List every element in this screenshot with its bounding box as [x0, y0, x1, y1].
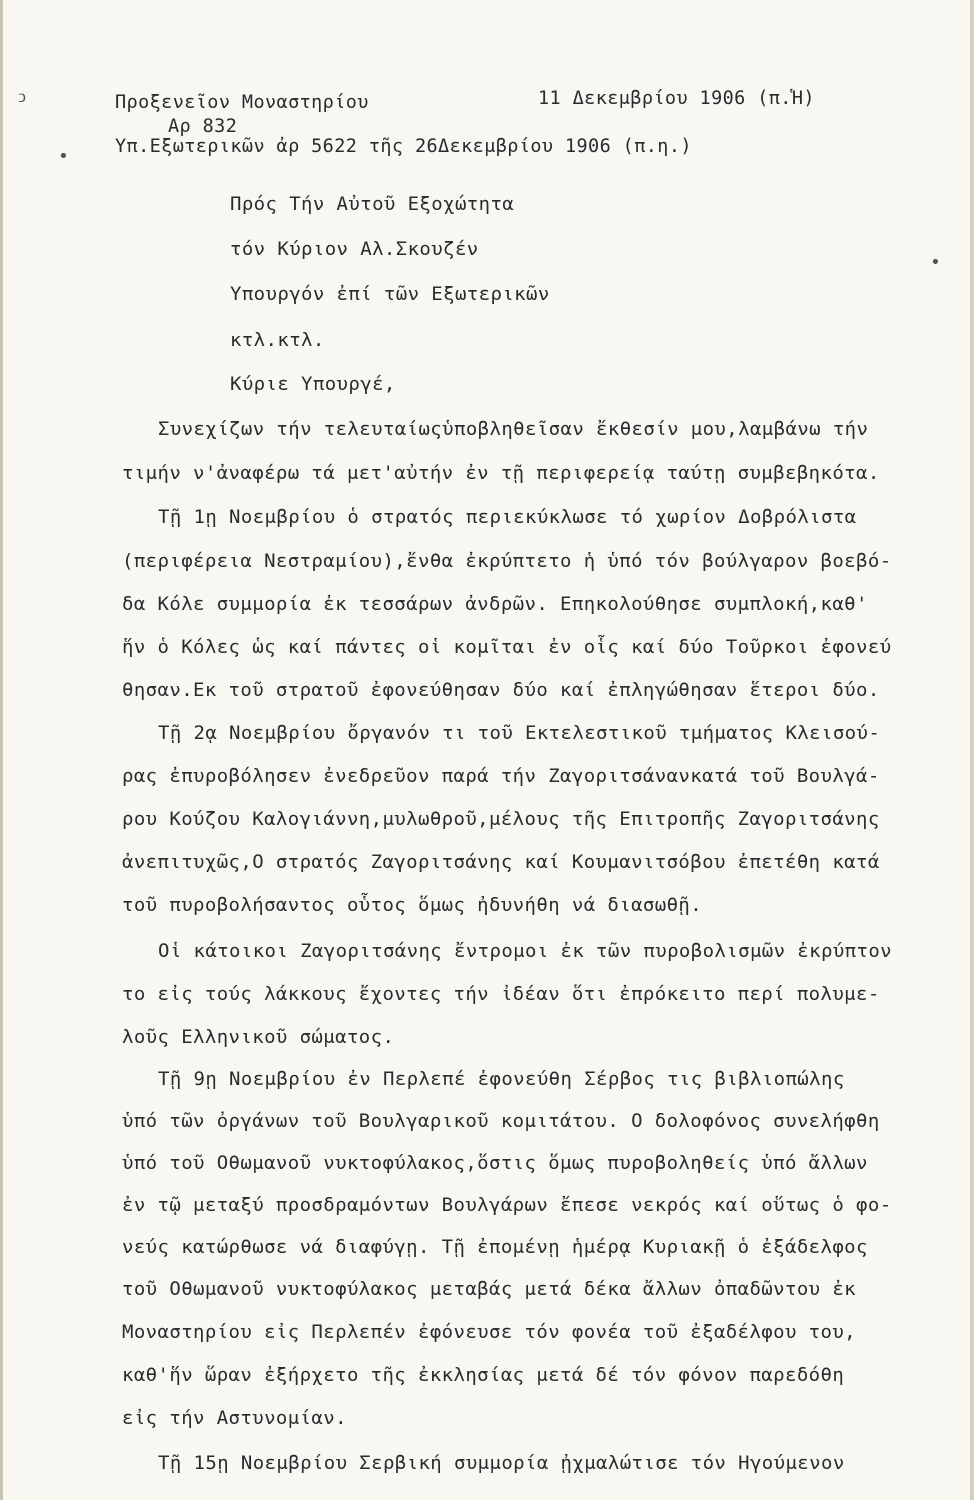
body-line: ὑπό τῶν ὀργάνων τοῦ Βουλγαρικοῦ κομιτάτου. Ο δολοφόνος συνελήφθη [122, 1110, 880, 1132]
consulate-name: Προξενεῖον Μοναστηρίου [115, 92, 369, 113]
body-line: (περιφέρεια Νεστραμίου),ἔνθα ἐκρύπτετο ἡ ὑπό τόν βούλγαρον βοεβό- [122, 550, 892, 572]
address-line: κτλ.κτλ. [230, 329, 325, 351]
address-line: τόν Κύριον Αλ.Σκουζέν [230, 238, 479, 260]
body-line: τιμήν ν'ἀναφέρω τά μετ'αὐτήν ἐν τῇ περιφερείᾳ ταύτῃ συμβεβηκότα. [122, 462, 880, 484]
body-line: λοῦς Ελληνικοῦ σώματος. [122, 1026, 395, 1048]
body-line: ἥν ὁ Κόλες ὡς καί πάντες οἱ κομῖται ἐν οἷς καί δύο Τοῦρκοι ἐφονεύ [122, 636, 892, 658]
body-line: Τῇ 9ῃ Νοεμβρίου ἐν Περλεπέ ἐφονεύθη Σέρβος τις βιβλιοπώλης [158, 1068, 845, 1090]
page-edge-right [970, 0, 974, 1500]
body-line: το εἰς τούς λάκκους ἔχοντες τήν ἰδέαν ὅτι ἐπρόκειτο περί πολυμε- [122, 983, 880, 1005]
margin-mark: ↄ [18, 86, 26, 107]
body-line: καθ'ἥν ὥραν ἐξήρχετο τῆς ἐκκλησίας μετά δέ τόν φόνον παρεδόθη [122, 1364, 845, 1386]
body-line: Τῇ 1ῃ Νοεμβρίου ὁ στρατός περιεκύκλωσε τό χωρίον Δοβρόλιστα [158, 506, 857, 528]
address-line: Πρός Τήν Αὐτοῦ Εξοχώτητα [230, 193, 515, 215]
body-line: τοῦ Οθωμανοῦ νυκτοφύλακος μεταβάς μετά δέκα ἄλλων ὀπαδῶντου ἐκ [122, 1278, 857, 1300]
body-line: Συνεχίζων τήν τελευταίωςὑποβληθεῖσαν ἔκθεσίν μου,λαμβάνω τήν [158, 418, 869, 440]
body-line: ἀνεπιτυχῶς,Ο στρατός Ζαγοριτσάνης καί Κουμανιτσόβου ἐπετέθη κατά [122, 851, 880, 873]
ministry-reference: Υπ.Εξωτερικῶν ἀρ 5622 τῆς 26Δεκεμβρίου 1906 (π.η.) [115, 136, 692, 157]
address-line: Υπουργόν ἐπί τῶν Εξωτερικῶν [230, 283, 550, 305]
body-line: ρου Κούζου Καλογιάννη,μυλωθροῦ,μέλους τῆς Επιτροπῆς Ζαγοριτσάνης [122, 808, 880, 830]
body-line: τοῦ πυροβολήσαντος οὗτος ὅμως ἠδυνήθη νά διασωθῇ. [122, 894, 703, 916]
body-line: θησαν.Εκ τοῦ στρατοῦ ἐφονεύθησαν δύο καί ἐπληγώθησαν ἕτεροι δύο. [122, 679, 880, 701]
salutation: Κύριε Υπουργέ, [230, 373, 396, 395]
body-line: Μοναστηρίου εἰς Περλεπέν ἐφόνευσε τόν φονέα τοῦ ἐξαδέλφου του, [122, 1321, 857, 1343]
body-line: ρας ἐπυροβόλησεν ἐνεδρεῦον παρά τήν Ζαγοριτσάνανκατά τοῦ Βουλγά- [122, 765, 880, 787]
body-line: Τῇ 2ᾳ Νοεμβρίου ὄργανόν τι τοῦ Εκτελεστικοῦ τμήματος Κλεισού- [158, 722, 881, 744]
body-line: δα Κόλε συμμορία ἐκ τεσσάρων ἀνδρῶν. Επηκολούθησε συμπλοκή,καθ' [122, 593, 868, 615]
letter-number: Αρ 832 [168, 116, 238, 137]
body-line: ὑπό τοῦ Οθωμανοῦ νυκτοφύλακος,ὅστις ὅμως πυροβοληθείς ὑπό ἄλλων [122, 1152, 868, 1174]
body-line: Οἱ κάτοικοι Ζαγοριτσάνης ἔντρομοι ἐκ τῶν πυροβολισμῶν ἐκρύπτον [158, 940, 893, 962]
margin-dot-right: • [930, 252, 941, 273]
body-line: εἰς τήν Αστυνομίαν. [122, 1407, 347, 1429]
letter-date: 11 Δεκεμβρίου 1906 (π.Ἡ) [538, 88, 815, 109]
page-edge-left [0, 0, 3, 1500]
body-line: ἐν τῷ μεταξύ προσδραμόντων Βουλγάρων ἔπεσε νεκρός καί οὕτως ὁ φο- [122, 1194, 892, 1216]
body-line: νεύς κατώρθωσε νά διαφύγῃ. Τῇ ἐπομένῃ ἡμέρᾳ Κυριακῇ ὁ ἐξάδελφος [122, 1236, 868, 1258]
margin-dot: • [58, 146, 69, 167]
body-line: Τῇ 15ῃ Νοεμβρίου Σερβική συμμορία ᾐχμαλώτισε τόν Ηγούμενον [158, 1452, 845, 1474]
